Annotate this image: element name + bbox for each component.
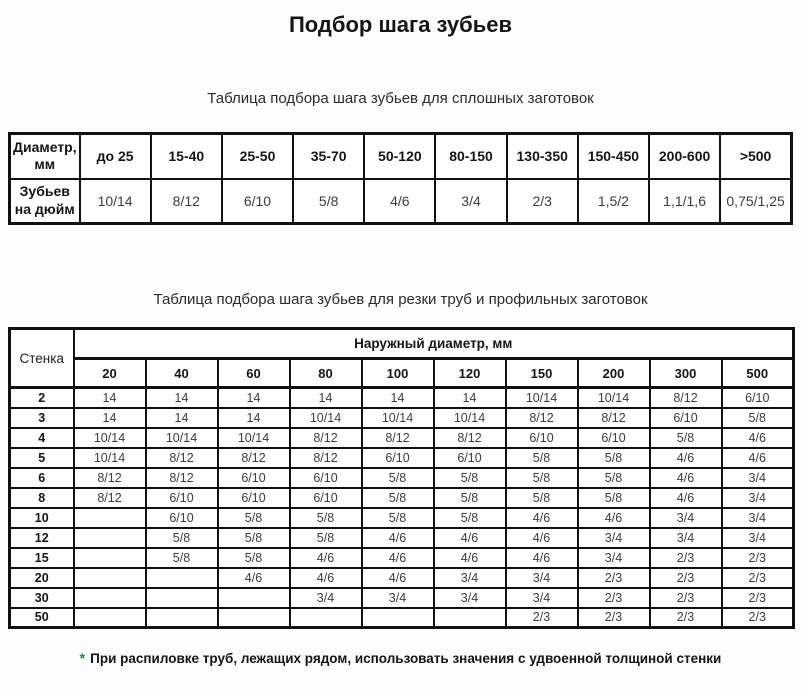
table2-value-cell: 2/3 bbox=[578, 568, 650, 588]
table2-row bbox=[10, 508, 794, 528]
table2-value-cell: 3/4 bbox=[434, 588, 506, 608]
table2-value-cell: 3/4 bbox=[722, 488, 794, 508]
table2-value-cell: 2/3 bbox=[722, 568, 794, 588]
table1-value-cell: 1,1/1,6 bbox=[649, 179, 720, 224]
table2-value-cell: 5/8 bbox=[218, 548, 290, 568]
table2-value-cell: 8/12 bbox=[146, 448, 218, 468]
table2-value-cell: 6/10 bbox=[578, 428, 650, 448]
table2-value-cell: 10/14 bbox=[578, 388, 650, 408]
table2-value-cell: 6/10 bbox=[290, 468, 362, 488]
table2-value-cell: 4/6 bbox=[362, 528, 434, 548]
table2-value-cell: 5/8 bbox=[650, 428, 722, 448]
table2-value-cell: 5/8 bbox=[578, 448, 650, 468]
table1-value-cell: 0,75/1,25 bbox=[720, 179, 791, 224]
table2-column-header: 100 bbox=[362, 359, 434, 388]
table2-column-header: 60 bbox=[218, 359, 290, 388]
table2-value-cell bbox=[218, 608, 290, 628]
table2-value-cell: 14 bbox=[362, 388, 434, 408]
table2-value-cell: 2/3 bbox=[650, 568, 722, 588]
table2-value-cell: 2/3 bbox=[722, 548, 794, 568]
table2-value-cell: 10/14 bbox=[362, 408, 434, 428]
table2-value-cell: 5/8 bbox=[506, 468, 578, 488]
table1-column-header: 150-450 bbox=[578, 134, 649, 179]
table2-value-cell: 5/8 bbox=[218, 508, 290, 528]
table2-value-cell: 2/3 bbox=[578, 588, 650, 608]
table2-wall-thickness: 20 bbox=[10, 568, 74, 588]
table2-value-cell: 10/14 bbox=[434, 408, 506, 428]
table2-value-cell: 2/3 bbox=[506, 608, 578, 628]
table2-row bbox=[10, 568, 794, 588]
table2-corner-label: Стенка bbox=[10, 329, 74, 388]
table2-value-cell: 3/4 bbox=[506, 568, 578, 588]
table2-wall-thickness: 10 bbox=[10, 508, 74, 528]
table2-column-header: 300 bbox=[650, 359, 722, 388]
table2-value-cell: 4/6 bbox=[362, 548, 434, 568]
table2-value-cell: 8/12 bbox=[74, 468, 146, 488]
table2-value-cell: 10/14 bbox=[506, 388, 578, 408]
table2-column-header: 20 bbox=[74, 359, 146, 388]
table2-wall-thickness: 12 bbox=[10, 528, 74, 548]
table2-wall-thickness: 3 bbox=[10, 408, 74, 428]
table2-value-cell: 3/4 bbox=[578, 548, 650, 568]
table2-value-cell: 8/12 bbox=[146, 468, 218, 488]
table1-value-cell: 5/8 bbox=[293, 179, 364, 224]
table2-value-cell: 6/10 bbox=[722, 388, 794, 408]
table2-row bbox=[10, 528, 794, 548]
table2-row bbox=[10, 488, 794, 508]
table2-row bbox=[10, 468, 794, 488]
table2-row bbox=[10, 428, 794, 448]
table2-value-cell: 10/14 bbox=[146, 428, 218, 448]
table1-column-header: 130-350 bbox=[507, 134, 578, 179]
table2-column-header: 40 bbox=[146, 359, 218, 388]
table2-value-cell: 14 bbox=[434, 388, 506, 408]
table2-header bbox=[10, 329, 794, 388]
table2-value-cell: 10/14 bbox=[218, 428, 290, 448]
table2-value-cell bbox=[74, 548, 146, 568]
table2-wall-thickness: 8 bbox=[10, 488, 74, 508]
table2-value-cell: 3/4 bbox=[722, 468, 794, 488]
table2-value-cell bbox=[74, 508, 146, 528]
table1-value-cell: 3/4 bbox=[435, 179, 506, 224]
table2-value-cell: 5/8 bbox=[578, 468, 650, 488]
table1-column-header: до 25 bbox=[80, 134, 151, 179]
table2-value-cell: 5/8 bbox=[290, 508, 362, 528]
table2-value-cell: 2/3 bbox=[722, 608, 794, 628]
table2-wall-thickness: 30 bbox=[10, 588, 74, 608]
table2-value-cell: 6/10 bbox=[434, 448, 506, 468]
table2-value-cell: 14 bbox=[218, 388, 290, 408]
table2-value-cell: 14 bbox=[218, 408, 290, 428]
table2-value-cell: 6/10 bbox=[218, 468, 290, 488]
table2-value-cell: 10/14 bbox=[74, 428, 146, 448]
table1-value-cell: 2/3 bbox=[507, 179, 578, 224]
table2-value-cell: 6/10 bbox=[506, 428, 578, 448]
table2-value-cell: 3/4 bbox=[290, 588, 362, 608]
table2-value-cell: 8/12 bbox=[218, 448, 290, 468]
table2-value-cell: 10/14 bbox=[74, 448, 146, 468]
table2-wall-thickness: 2 bbox=[10, 388, 74, 408]
table2-column-header: 120 bbox=[434, 359, 506, 388]
table2-value-cell: 5/8 bbox=[506, 448, 578, 468]
table2-value-cell: 2/3 bbox=[650, 588, 722, 608]
table2-column-header: 200 bbox=[578, 359, 650, 388]
table2-value-cell: 3/4 bbox=[434, 568, 506, 588]
table2-value-cell: 5/8 bbox=[434, 508, 506, 528]
table1-values-row bbox=[10, 179, 792, 224]
table2-wall-thickness: 15 bbox=[10, 548, 74, 568]
table2-value-cell: 8/12 bbox=[362, 428, 434, 448]
table1-column-header: 50-120 bbox=[364, 134, 435, 179]
table2-caption: Таблица подбора шага зубьев для резки труб и профильных заготовок bbox=[153, 291, 648, 308]
table2-value-cell: 14 bbox=[74, 388, 146, 408]
table2-row bbox=[10, 408, 794, 428]
table2-value-cell: 4/6 bbox=[362, 568, 434, 588]
table2-value-cell: 3/4 bbox=[650, 508, 722, 528]
table2-value-cell: 4/6 bbox=[722, 448, 794, 468]
table2-value-cell: 4/6 bbox=[218, 568, 290, 588]
table2-value-cell: 5/8 bbox=[434, 488, 506, 508]
table2-value-cell: 2/3 bbox=[650, 548, 722, 568]
table2-value-cell bbox=[434, 608, 506, 628]
table2-value-cell: 5/8 bbox=[362, 488, 434, 508]
table1-column-header: >500 bbox=[720, 134, 791, 179]
table2-value-cell: 6/10 bbox=[146, 488, 218, 508]
table2-value-cell: 6/10 bbox=[650, 408, 722, 428]
table2-columns-row bbox=[10, 359, 794, 388]
table2-value-cell: 4/6 bbox=[290, 568, 362, 588]
table2-value-cell bbox=[74, 528, 146, 548]
table2-value-cell: 4/6 bbox=[650, 488, 722, 508]
table2-value-cell: 3/4 bbox=[506, 588, 578, 608]
table2-group-header: Наружный диаметр, мм bbox=[74, 329, 794, 359]
table2-column-header: 500 bbox=[722, 359, 794, 388]
table2-value-cell: 8/12 bbox=[578, 408, 650, 428]
table2-value-cell: 5/8 bbox=[290, 528, 362, 548]
table2-value-cell: 14 bbox=[146, 408, 218, 428]
table2-value-cell bbox=[146, 588, 218, 608]
table2-row bbox=[10, 448, 794, 468]
table2-value-cell: 3/4 bbox=[722, 508, 794, 528]
table2-row bbox=[10, 588, 794, 608]
table1-column-header: 35-70 bbox=[293, 134, 364, 179]
table2-value-cell: 4/6 bbox=[506, 508, 578, 528]
table2-wall-thickness: 5 bbox=[10, 448, 74, 468]
table2-value-cell: 5/8 bbox=[218, 528, 290, 548]
table2-value-cell: 6/10 bbox=[218, 488, 290, 508]
table2-value-cell: 4/6 bbox=[722, 428, 794, 448]
tube-profile-table bbox=[8, 327, 795, 629]
table2-value-cell: 8/12 bbox=[290, 448, 362, 468]
footnote-asterisk-marker: * bbox=[79, 650, 86, 666]
table2-group-header-row bbox=[10, 329, 794, 359]
table2-value-cell: 6/10 bbox=[362, 448, 434, 468]
page-title: Подбор шага зубьев bbox=[288, 12, 513, 37]
table1-value-cell: 6/10 bbox=[222, 179, 293, 224]
table2-value-cell: 5/8 bbox=[146, 528, 218, 548]
table2-value-cell: 4/6 bbox=[506, 528, 578, 548]
table1-caption: Таблица подбора шага зубьев для сплошных заготовок bbox=[207, 90, 594, 107]
table2-column-header: 80 bbox=[290, 359, 362, 388]
table2-value-cell bbox=[74, 568, 146, 588]
table2-value-cell: 8/12 bbox=[506, 408, 578, 428]
table2-value-cell bbox=[146, 568, 218, 588]
table2-value-cell: 4/6 bbox=[434, 548, 506, 568]
table1-header-row bbox=[10, 134, 792, 179]
table1-value-cell: 4/6 bbox=[364, 179, 435, 224]
table1-row-header-tpi: Зубьев на дюйм bbox=[10, 179, 80, 224]
table2-wall-thickness: 50 bbox=[10, 608, 74, 628]
table2-value-cell: 4/6 bbox=[290, 548, 362, 568]
table1-row-header-diameter: Диаметр, мм bbox=[10, 134, 80, 179]
table2-value-cell: 6/10 bbox=[290, 488, 362, 508]
table2-value-cell bbox=[218, 588, 290, 608]
table1-value-cell: 1,5/2 bbox=[578, 179, 649, 224]
table2-value-cell: 4/6 bbox=[578, 508, 650, 528]
footnote bbox=[0, 650, 801, 666]
table2-value-cell: 4/6 bbox=[506, 548, 578, 568]
table2-row bbox=[10, 608, 794, 628]
table2-value-cell: 5/8 bbox=[722, 408, 794, 428]
table2-value-cell: 3/4 bbox=[650, 528, 722, 548]
table2-value-cell: 14 bbox=[290, 388, 362, 408]
table2-column-header: 150 bbox=[506, 359, 578, 388]
table2-value-cell: 3/4 bbox=[722, 528, 794, 548]
table2-row bbox=[10, 548, 794, 568]
table2-value-cell: 3/4 bbox=[578, 528, 650, 548]
table2-value-cell bbox=[146, 608, 218, 628]
table2-value-cell: 8/12 bbox=[290, 428, 362, 448]
table2-wall-thickness: 6 bbox=[10, 468, 74, 488]
table1-value-cell: 10/14 bbox=[80, 179, 151, 224]
table2-value-cell: 5/8 bbox=[146, 548, 218, 568]
table2-value-cell: 8/12 bbox=[74, 488, 146, 508]
table2-value-cell bbox=[362, 608, 434, 628]
table1-column-header: 80-150 bbox=[435, 134, 506, 179]
table2-value-cell: 5/8 bbox=[362, 468, 434, 488]
table2-value-cell: 4/6 bbox=[434, 528, 506, 548]
table2-value-cell bbox=[74, 588, 146, 608]
table2-value-cell: 6/10 bbox=[146, 508, 218, 528]
table2-value-cell: 5/8 bbox=[506, 488, 578, 508]
table2-value-cell: 4/6 bbox=[650, 448, 722, 468]
table2-value-cell: 14 bbox=[74, 408, 146, 428]
table2-value-cell: 5/8 bbox=[578, 488, 650, 508]
table2-body bbox=[10, 388, 794, 628]
footnote-text: При распиловке труб, лежащих рядом, использовать значения с удвоенной толщиной стенки bbox=[90, 651, 722, 666]
table2-row bbox=[10, 388, 794, 408]
table1-column-header: 15-40 bbox=[151, 134, 222, 179]
table2-wall-thickness: 4 bbox=[10, 428, 74, 448]
table2-value-cell: 8/12 bbox=[650, 388, 722, 408]
table1-value-cell: 8/12 bbox=[151, 179, 222, 224]
table2-value-cell: 2/3 bbox=[578, 608, 650, 628]
table2-value-cell: 3/4 bbox=[362, 588, 434, 608]
table2-value-cell: 2/3 bbox=[722, 588, 794, 608]
table2-value-cell: 5/8 bbox=[434, 468, 506, 488]
solid-workpiece-table bbox=[8, 132, 793, 225]
table2-value-cell bbox=[290, 608, 362, 628]
table1-column-header: 25-50 bbox=[222, 134, 293, 179]
table2-value-cell bbox=[74, 608, 146, 628]
table2-value-cell: 2/3 bbox=[650, 608, 722, 628]
table2-value-cell: 14 bbox=[146, 388, 218, 408]
table2-value-cell: 10/14 bbox=[290, 408, 362, 428]
table1-column-header: 200-600 bbox=[649, 134, 720, 179]
table2-value-cell: 4/6 bbox=[650, 468, 722, 488]
table2-value-cell: 5/8 bbox=[362, 508, 434, 528]
table2-value-cell: 8/12 bbox=[434, 428, 506, 448]
